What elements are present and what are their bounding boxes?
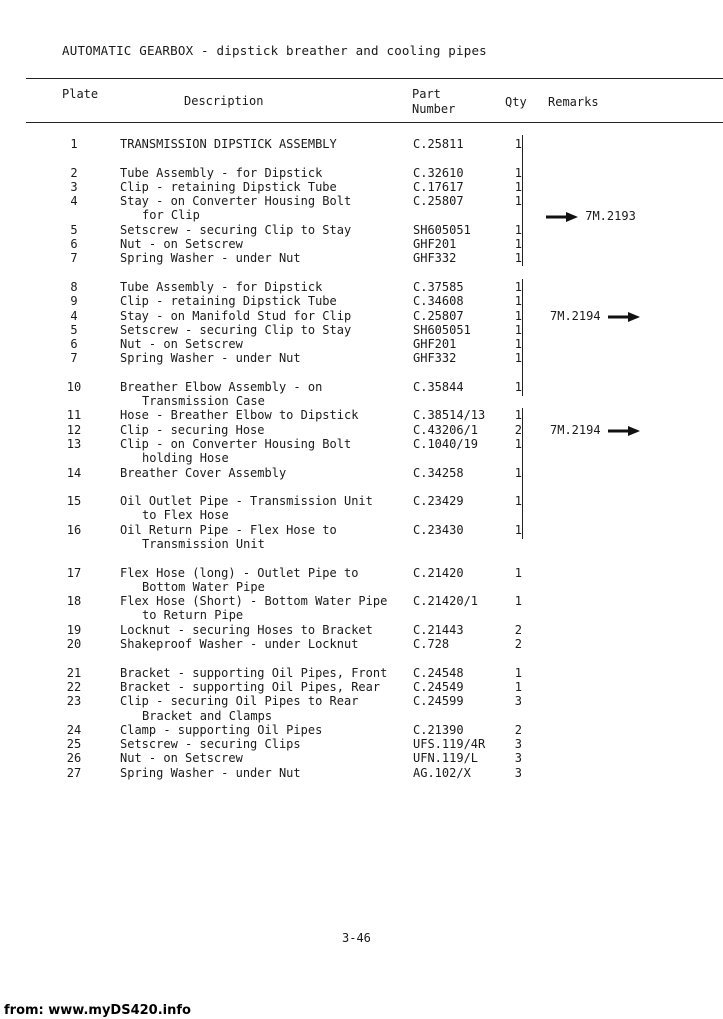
qty-cell: 3 [514, 751, 522, 765]
plate-cell: 6 [70, 337, 78, 351]
part-number-cell: SH605051 [413, 223, 471, 237]
plate-cell: 19 [66, 623, 82, 637]
qty-cell: 1 [514, 351, 522, 365]
description-cell: Breather Elbow Assembly - on [120, 380, 323, 394]
plate-cell: 20 [66, 637, 82, 651]
header-part-line1: Part [412, 87, 441, 101]
description-cell: Stay - on Manifold Stud for Clip [120, 309, 352, 323]
qty-cell: 1 [514, 494, 522, 508]
remark-7m2194-a [550, 309, 640, 323]
description-cell: Spring Washer - under Nut [120, 251, 301, 265]
description-cell: Bracket - supporting Oil Pipes, Rear [120, 680, 381, 694]
qty-cell: 3 [514, 694, 522, 708]
qty-cell: 1 [514, 337, 522, 351]
part-number-cell: UFS.119/4R [413, 737, 486, 751]
part-number-cell: GHF332 [413, 351, 457, 365]
description-cell: Flex Hose (Short) - Bottom Water Pipe [120, 594, 388, 608]
qty-cell: 1 [514, 309, 522, 323]
qty-cell: 1 [514, 294, 522, 308]
remark-7m2194-b [550, 423, 640, 437]
description-cell: Nut - on Setscrew [120, 337, 243, 351]
plate-cell: 5 [70, 323, 78, 337]
plate-cell: 3 [70, 180, 78, 194]
remark-text: 7M.2194 [550, 423, 601, 437]
description-cell: Setscrew - securing Clip to Stay [120, 223, 352, 237]
description-cell: Tube Assembly - for Dipstick [120, 280, 323, 294]
part-number-cell: C.23429 [413, 494, 464, 508]
plate-cell: 24 [66, 723, 82, 737]
qty-cell: 2 [514, 637, 522, 651]
part-number-cell: SH605051 [413, 323, 471, 337]
description-cell: holding Hose [142, 451, 229, 465]
plate-cell: 4 [70, 194, 78, 208]
qty-cell: 1 [514, 237, 522, 251]
plate-cell: 7 [70, 251, 78, 265]
qty-cell: 1 [514, 680, 522, 694]
part-number-cell: C.728 [413, 637, 450, 651]
plate-cell: 11 [66, 408, 82, 422]
plate-cell: 7 [70, 351, 78, 365]
part-number-cell: C.17617 [413, 180, 464, 194]
description-cell: Nut - on Setscrew [120, 237, 243, 251]
part-number-cell: C.37585 [413, 280, 464, 294]
part-number-cell: C.34608 [413, 294, 464, 308]
arrow-right-icon [608, 426, 640, 436]
header-part-line2: Number [412, 102, 456, 116]
qty-cell: 1 [514, 137, 522, 151]
source-footer: from: www.myDS420.info [4, 1003, 191, 1018]
part-number-cell: C.21420/1 [413, 594, 479, 608]
qty-cell: 1 [514, 566, 522, 580]
qty-cell: 1 [514, 466, 522, 480]
header-remarks: Remarks [548, 95, 599, 109]
page-number: 3-46 [342, 931, 371, 945]
plate-cell: 26 [66, 751, 82, 765]
plate-cell: 14 [66, 466, 82, 480]
description-cell: Setscrew - securing Clip to Stay [120, 323, 352, 337]
description-cell: Hose - Breather Elbow to Dipstick [120, 408, 359, 422]
plate-cell: 17 [66, 566, 82, 580]
page-title: AUTOMATIC GEARBOX - dipstick breather and cooling pipes [62, 43, 487, 58]
part-number-cell: C.34258 [413, 466, 464, 480]
qty-cell: 3 [514, 766, 522, 780]
description-cell: Bracket - supporting Oil Pipes, Front [120, 666, 388, 680]
plate-cell: 6 [70, 237, 78, 251]
plate-cell: 16 [66, 523, 82, 537]
description-cell: Oil Outlet Pipe - Transmission Unit [120, 494, 373, 508]
qty-bar-group-3 [522, 408, 523, 539]
part-number-cell: C.32610 [413, 166, 464, 180]
part-number-cell: C.25807 [413, 309, 464, 323]
qty-cell: 2 [514, 723, 522, 737]
qty-cell: 1 [514, 194, 522, 208]
qty-cell: 1 [514, 523, 522, 537]
description-cell: Oil Return Pipe - Flex Hose to [120, 523, 337, 537]
description-cell: Setscrew - securing Clips [120, 737, 301, 751]
plate-cell: 2 [70, 166, 78, 180]
plate-cell: 12 [66, 423, 82, 437]
part-number-cell: GHF332 [413, 251, 457, 265]
part-number-cell: AG.102/X [413, 766, 471, 780]
plate-cell: 27 [66, 766, 82, 780]
plate-cell: 15 [66, 494, 82, 508]
description-cell: Clip - securing Oil Pipes to Rear [120, 694, 359, 708]
part-number-cell: C.43206/1 [413, 423, 479, 437]
description-cell: Spring Washer - under Nut [120, 766, 301, 780]
description-cell: Transmission Case [142, 394, 265, 408]
description-cell: Transmission Unit [142, 537, 265, 551]
part-number-cell: UFN.119/L [413, 751, 479, 765]
header-description: Description [184, 94, 264, 108]
header-qty: Qty [505, 95, 527, 109]
remark-7m2193 [546, 209, 636, 223]
qty-bar-group-1 [522, 135, 523, 266]
part-number-cell: C.23430 [413, 523, 464, 537]
plate-cell: 1 [70, 137, 78, 151]
qty-cell: 3 [514, 737, 522, 751]
arrow-right-icon [608, 312, 640, 322]
arrow-right-icon [546, 212, 578, 222]
plate-cell: 21 [66, 666, 82, 680]
description-cell: Clip - retaining Dipstick Tube [120, 294, 337, 308]
part-number-cell: C.21420 [413, 566, 464, 580]
qty-bar-group-2 [522, 279, 523, 396]
header-rule-top [26, 78, 723, 79]
qty-cell: 2 [514, 423, 522, 437]
description-cell: Stay - on Converter Housing Bolt [120, 194, 352, 208]
plate-cell: 23 [66, 694, 82, 708]
description-cell: Tube Assembly - for Dipstick [120, 166, 323, 180]
plate-cell: 4 [70, 309, 78, 323]
description-cell: Flex Hose (long) - Outlet Pipe to [120, 566, 359, 580]
description-cell: Bracket and Clamps [142, 709, 273, 723]
header-rule-bottom [26, 122, 723, 123]
description-cell: Spring Washer - under Nut [120, 351, 301, 365]
part-number-cell: C.21443 [413, 623, 464, 637]
qty-cell: 1 [514, 666, 522, 680]
description-cell: for Clip [142, 208, 200, 222]
qty-cell: 1 [514, 437, 522, 451]
description-cell: Nut - on Setscrew [120, 751, 243, 765]
description-cell: Clamp - supporting Oil Pipes [120, 723, 323, 737]
description-cell: Bottom Water Pipe [142, 580, 265, 594]
plate-cell: 9 [70, 294, 78, 308]
description-cell: Clip - on Converter Housing Bolt [120, 437, 352, 451]
description-cell: Shakeproof Washer - under Locknut [120, 637, 359, 651]
qty-cell: 1 [514, 323, 522, 337]
description-cell: TRANSMISSION DIPSTICK ASSEMBLY [120, 137, 337, 151]
qty-cell: 1 [514, 280, 522, 294]
plate-cell: 8 [70, 280, 78, 294]
description-cell: Clip - retaining Dipstick Tube [120, 180, 337, 194]
remark-text: 7M.2194 [550, 309, 601, 323]
part-number-cell: C.25811 [413, 137, 464, 151]
qty-cell: 1 [514, 223, 522, 237]
qty-cell: 1 [514, 251, 522, 265]
part-number-cell: C.24548 [413, 666, 464, 680]
description-cell: to Return Pipe [142, 608, 244, 622]
part-number-cell: C.24599 [413, 694, 464, 708]
description-cell: to Flex Hose [142, 508, 229, 522]
qty-cell: 1 [514, 380, 522, 394]
part-number-cell: C.25807 [413, 194, 464, 208]
description-cell: Locknut - securing Hoses to Bracket [120, 623, 373, 637]
plate-cell: 22 [66, 680, 82, 694]
plate-cell: 5 [70, 223, 78, 237]
part-number-cell: C.1040/19 [413, 437, 479, 451]
description-cell: Clip - securing Hose [120, 423, 265, 437]
remark-text: 7M.2193 [585, 209, 636, 223]
part-number-cell: C.21390 [413, 723, 464, 737]
plate-cell: 25 [66, 737, 82, 751]
part-number-cell: C.35844 [413, 380, 464, 394]
qty-cell: 1 [514, 594, 522, 608]
qty-cell: 1 [514, 166, 522, 180]
part-number-cell: C.24549 [413, 680, 464, 694]
qty-cell: 2 [514, 623, 522, 637]
plate-cell: 10 [66, 380, 82, 394]
part-number-cell: GHF201 [413, 237, 457, 251]
header-plate: Plate [62, 87, 99, 101]
qty-cell: 1 [514, 180, 522, 194]
qty-cell: 1 [514, 408, 522, 422]
plate-cell: 18 [66, 594, 82, 608]
part-number-cell: GHF201 [413, 337, 457, 351]
plate-cell: 13 [66, 437, 82, 451]
description-cell: Breather Cover Assembly [120, 466, 287, 480]
part-number-cell: C.38514/13 [413, 408, 486, 422]
